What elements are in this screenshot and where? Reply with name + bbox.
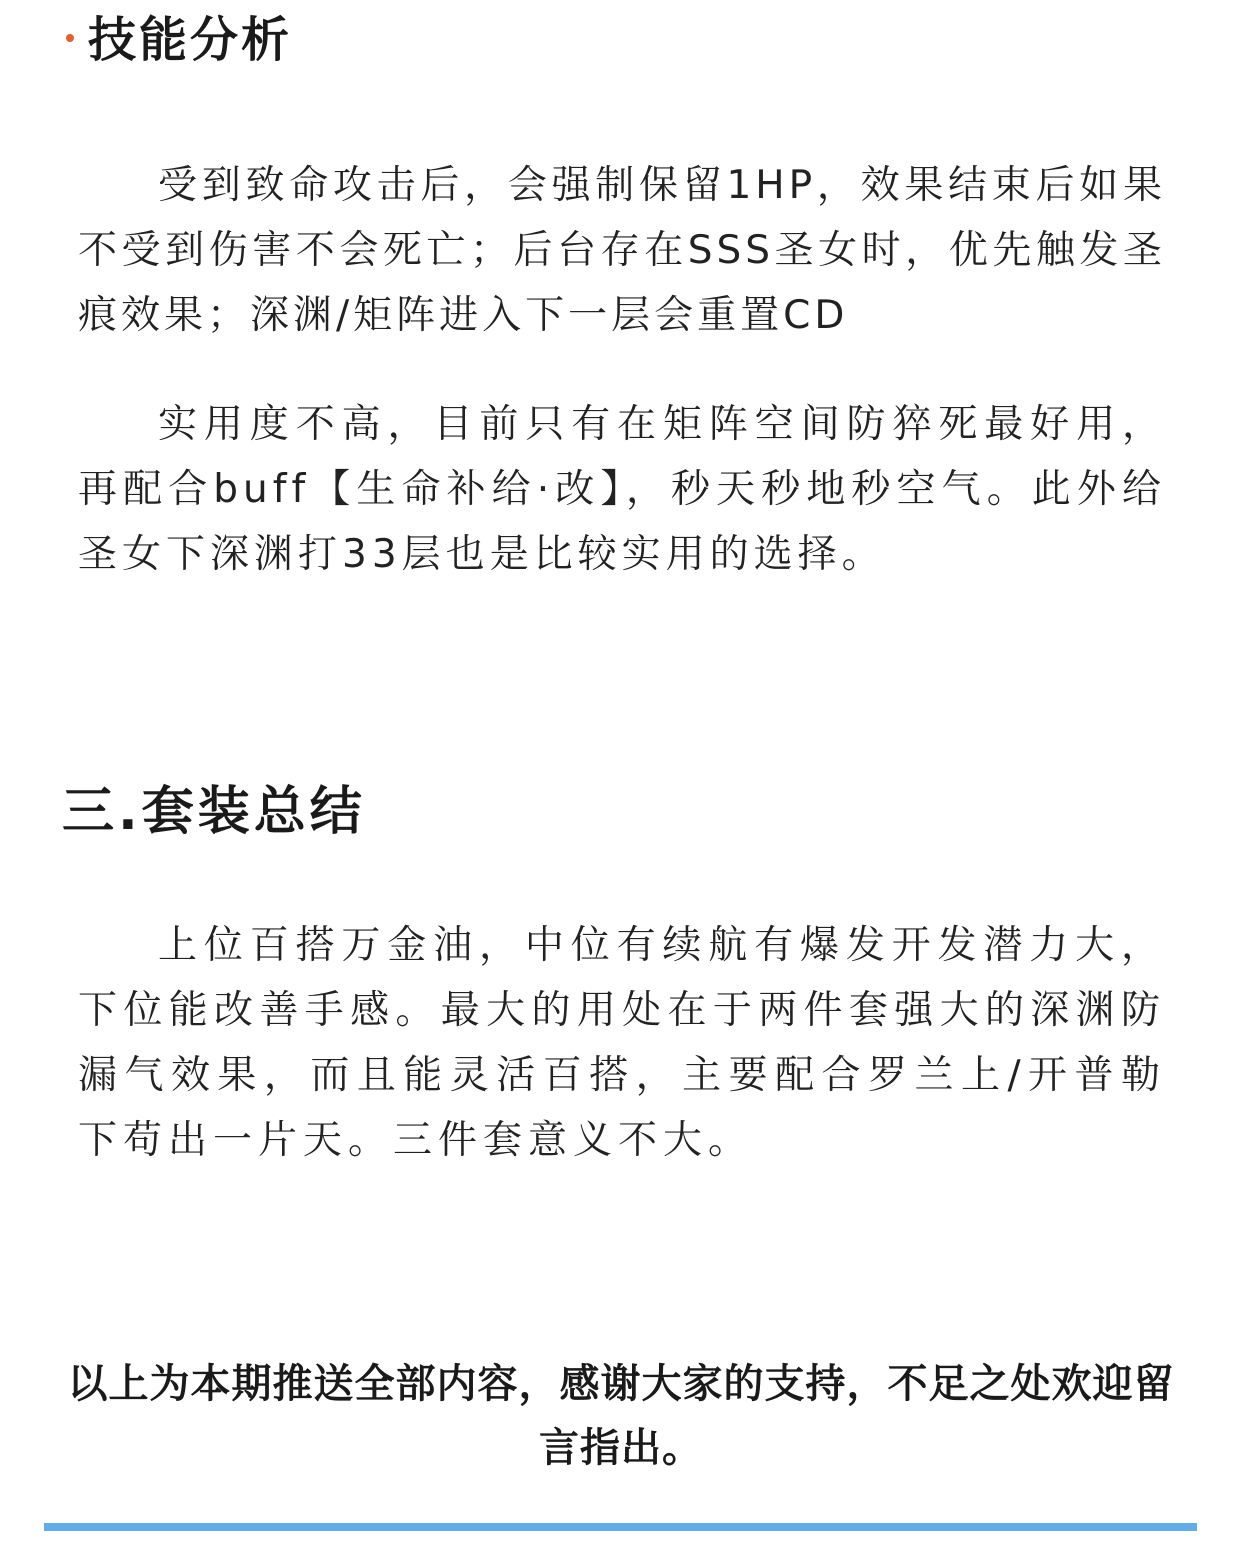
skill-evaluation-paragraph: 实用度不高，目前只有在矩阵空间防猝死最好用，再配合buff【生命补给·改】，秒天秒地秒空气。此外给圣女下深渊打33层也是比较实用的选择。: [78, 402, 1166, 577]
set-summary-heading: 三.套装总结: [62, 782, 366, 842]
bottom-divider: [44, 1523, 1197, 1531]
skill-description-paragraph: 受到致命攻击后，会强制保留1HP，效果结束后如果不受到伤害不会死亡；后台存在SSS圣女时，优先触发圣痕效果；深渊/矩阵进入下一层会重置CD: [78, 163, 1166, 338]
bullet-dot-icon: [66, 34, 74, 42]
skill-analysis-heading: [66, 8, 292, 72]
skill-analysis-title: 技能分析: [88, 12, 293, 68]
set-summary-paragraph: 上位百搭万金油，中位有续航有爆发开发潜力大，下位能改善手感。最大的用处在于两件套强大的深渊防漏气效果，而且能灵活百搭，主要配合罗兰上/开普勒下苟出一片天。三件套意义不大。: [78, 923, 1166, 1163]
closing-note: 以上为本期推送全部内容，感谢大家的支持，不足之处欢迎留言指出。: [67, 1361, 1175, 1471]
